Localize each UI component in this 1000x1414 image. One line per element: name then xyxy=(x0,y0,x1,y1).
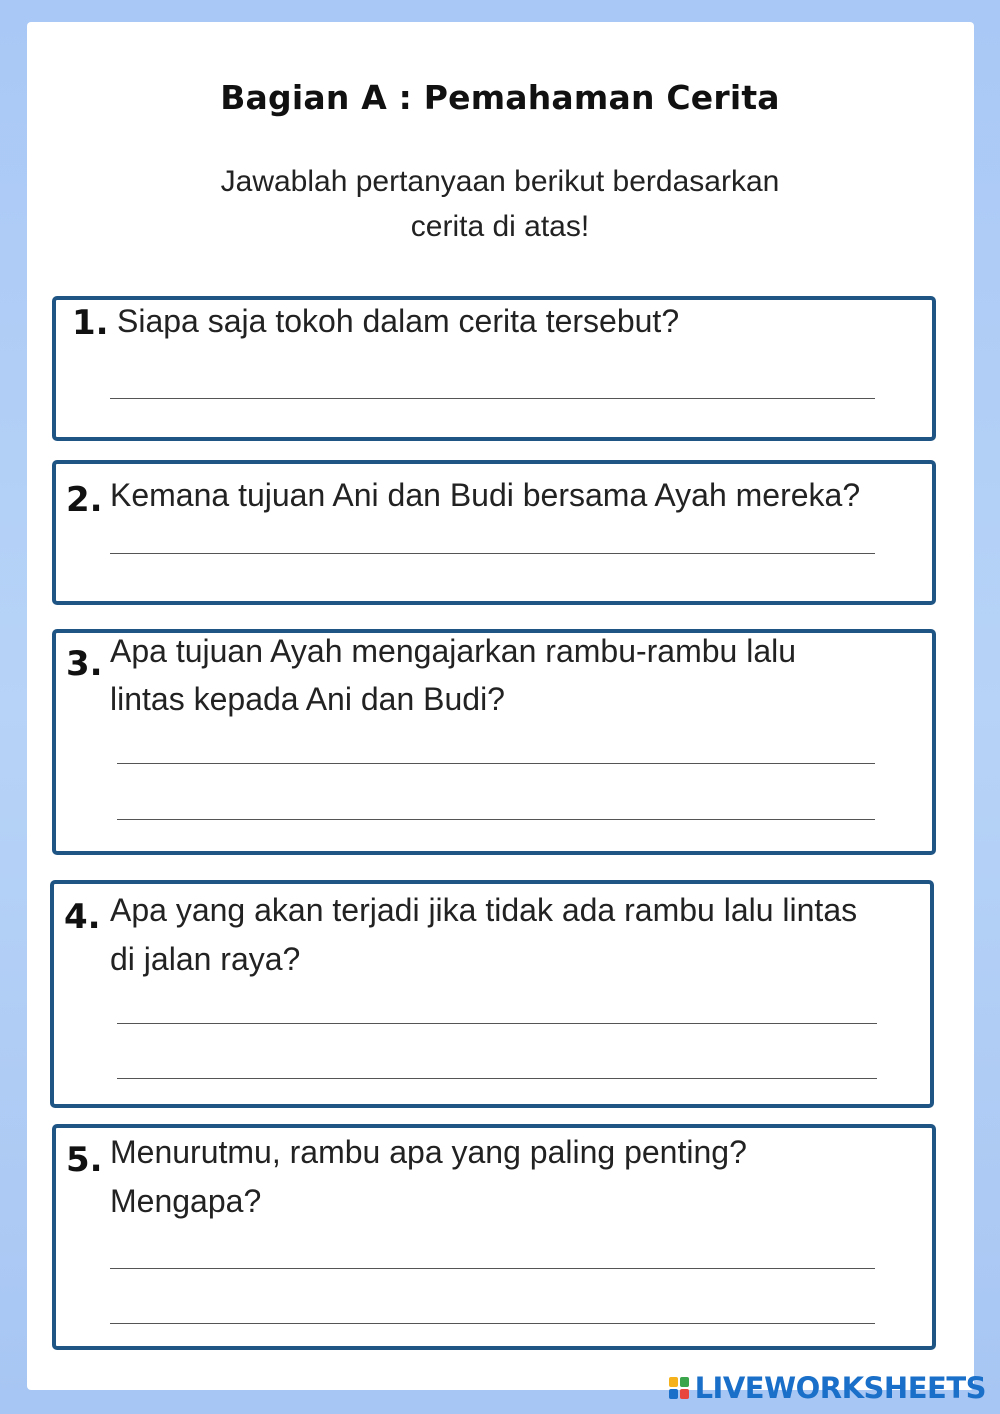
answer-line-1[interactable] xyxy=(110,398,875,399)
question-text-4-line-1: Apa yang akan terjadi jika tidak ada rambu lalu lintas xyxy=(110,892,858,928)
answer-line-3a[interactable] xyxy=(117,763,875,764)
question-number-5: 5. xyxy=(66,1140,103,1180)
answer-line-5a[interactable] xyxy=(110,1268,875,1269)
liveworksheets-mark-icon xyxy=(669,1377,689,1399)
question-text-2: Kemana tujuan Ani dan Budi bersama Ayah mereka? xyxy=(110,477,861,513)
question-number-4: 4. xyxy=(64,897,101,937)
instruction-line-1: Jawablah pertanyaan berikut berdasarkan xyxy=(220,165,780,198)
liveworksheets-brand: LIVEWORKSHEETS xyxy=(694,1371,986,1405)
question-text-5-line-1: Menurutmu, rambu apa yang paling penting? xyxy=(110,1134,747,1170)
question-text-5-line-2: Mengapa? xyxy=(110,1183,262,1219)
section-title: Bagian A : Pemahaman Cerita xyxy=(220,78,780,117)
answer-line-4a[interactable] xyxy=(117,1023,877,1024)
question-text-1: Siapa saja tokoh dalam cerita tersebut? xyxy=(117,303,680,339)
question-text-3-line-2: lintas kepada Ani dan Budi? xyxy=(110,681,505,717)
answer-line-3b[interactable] xyxy=(117,819,875,820)
answer-line-2[interactable] xyxy=(110,553,875,554)
answer-line-5b[interactable] xyxy=(110,1323,875,1324)
question-number-2: 2. xyxy=(66,480,103,520)
instruction-line-2: cerita di atas! xyxy=(410,210,590,243)
answer-line-4b[interactable] xyxy=(117,1078,877,1079)
question-number-1: 1. xyxy=(72,303,109,343)
question-number-3: 3. xyxy=(66,644,103,684)
question-text-3-line-1: Apa tujuan Ayah mengajarkan rambu-rambu lalu xyxy=(110,633,797,669)
liveworksheets-logo xyxy=(669,1371,986,1405)
question-text-4-line-2: di jalan raya? xyxy=(110,941,301,977)
